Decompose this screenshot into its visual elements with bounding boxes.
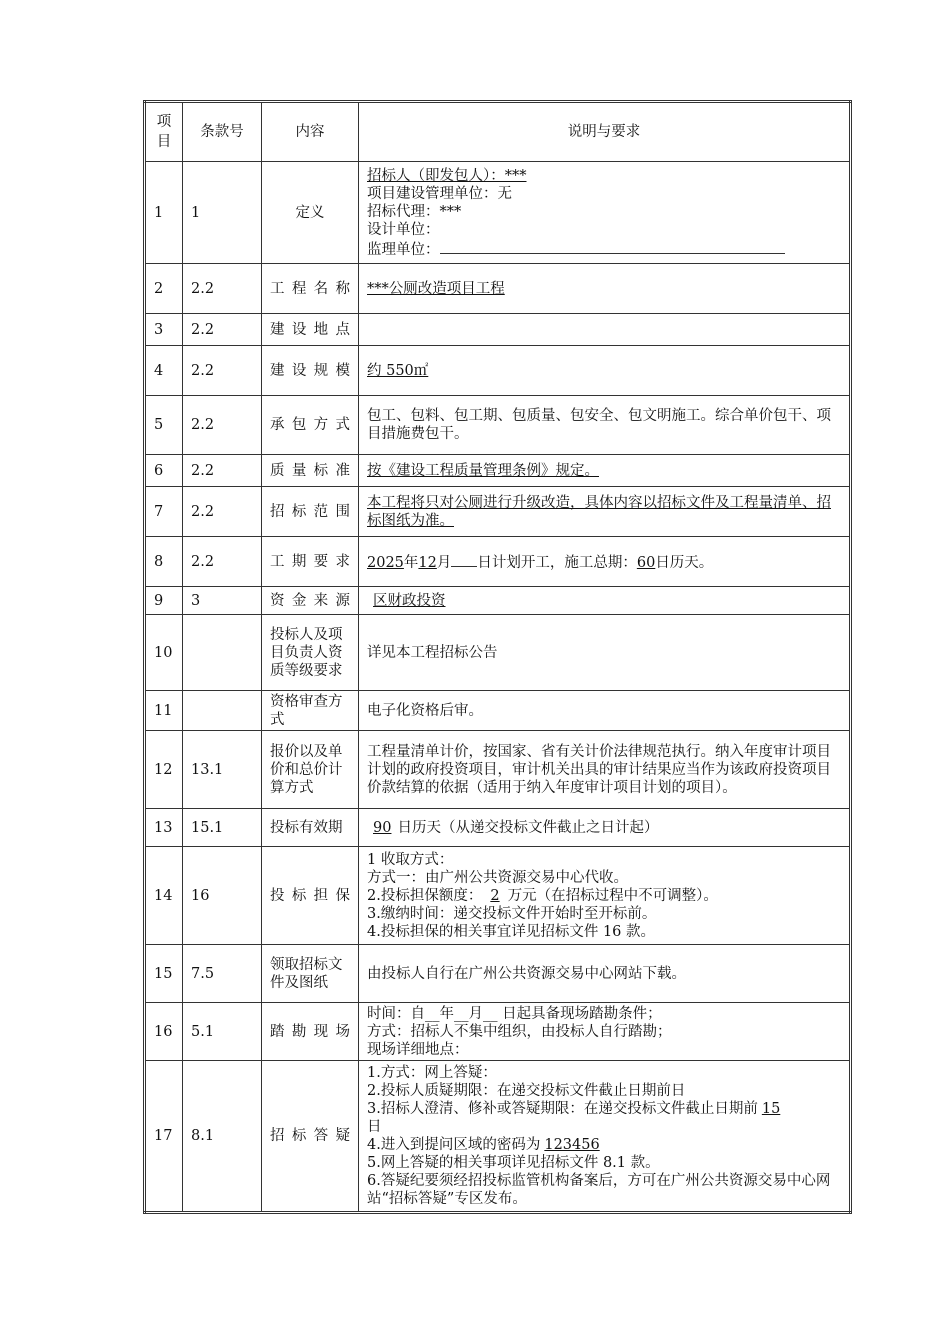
row-number: 5 [145,396,183,455]
construction-site [359,314,851,346]
row-number: 14 [145,847,183,945]
bond-amount: 2 [490,887,500,904]
content-cell: 资金来源 [262,587,359,615]
content-cell: 质量标准 [262,455,359,487]
row-number: 16 [145,1003,183,1061]
clause-number: 2.2 [183,264,262,314]
row-number: 10 [145,615,183,691]
quality-standard: 按《建设工程质量管理条例》规定。 [367,462,599,479]
row-number: 17 [145,1061,183,1213]
clause-number: 2.2 [183,537,262,587]
row-number: 3 [145,314,183,346]
header-clause: 条款号 [183,102,262,162]
schedule-requirement: 2025年12月 日计划开工，施工总期：60日历天。 [359,537,851,587]
content-cell: 投标人及项目负责人资质等级要求 [262,615,359,691]
supervision-unit-line: 监理单位： [367,241,440,258]
clause-number: 1 [183,162,262,264]
clause-number: 8.1 [183,1061,262,1213]
funding-source: 区财政投资 [373,592,446,609]
clause-number: 2.2 [183,314,262,346]
table-row [145,162,851,264]
table-row [145,847,851,945]
qualification-review: 电子化资格后审。 [359,691,851,731]
clause-number: 2.2 [183,346,262,396]
table-row [145,487,851,537]
clause-number: 13.1 [183,731,262,809]
content-cell: 报价以及单价和总价计算方式 [262,731,359,809]
clause-number: 7.5 [183,945,262,1003]
table-row [145,346,851,396]
table-row [145,615,851,691]
clause-number: 2.2 [183,487,262,537]
table-row [145,537,851,587]
qa-password: 123456 [544,1137,600,1153]
content-cell: 工期要求 [262,537,359,587]
content-cell: 招标范围 [262,487,359,537]
table-row [145,1003,851,1061]
row-number: 13 [145,809,183,847]
clause-number: 16 [183,847,262,945]
design-unit-line: 设计单位： [367,221,440,238]
content-cell: 建设地点 [262,314,359,346]
content-cell: 投标有效期 [262,809,359,847]
row-number: 4 [145,346,183,396]
bid-scope: 本工程将只对公厕进行升级改造，具体内容以招标文件及工程量清单、招标图纸为准。 [367,494,831,529]
row-number: 1 [145,162,183,264]
row-number: 11 [145,691,183,731]
agent-line: 招标代理：*** [367,203,462,220]
row-number: 12 [145,731,183,809]
row-number: 15 [145,945,183,1003]
header-description: 说明与要求 [359,102,851,162]
pricing-method: 工程量清单计价，按国家、省有关计价法律规范执行。纳入年度审计项目计划的政府投资项目，审计机关出具的审计结果应当作为该政府投资项目价款结算的依据（适用于纳入年度审计项目计划的项目）。 [359,731,851,809]
blank-line [440,239,785,254]
content-cell: 领取招标文件及图纸 [262,945,359,1003]
table-row [145,455,851,487]
management-unit-line: 项目建设管理单位：无 [367,185,512,202]
clause-number: 5.1 [183,1003,262,1061]
bid-info-table [143,100,852,1214]
clause-number: 2.2 [183,455,262,487]
tenderer-line: 招标人（即发包人）：*** [367,167,527,184]
table-row [145,809,851,847]
content-cell: 工程名称 [262,264,359,314]
table-row [145,314,851,346]
bid-qa: 1.方式：网上答疑： 2.投标人质疑期限：在递交投标文件截止日期前日 3.招标人澄清、修补或答疑期限：在递交投标文件截止日期前 15 日 4.进入到提问区域的密码为 123456 5.网上答疑的相关事项详见招标文件 8.1 款。 6.答疑纪要须经招投标监管机构备案后，方可在广州公共资源交易中心网站“招标答疑”专区发布。 [359,1061,851,1213]
row-number: 9 [145,587,183,615]
content-cell: 资格审查方式 [262,691,359,731]
construction-scale: 约 550㎡ [367,362,429,379]
site-visit: 时间：自__年__月__ 日起具备现场踏勘条件； 方式：招标人不集中组织，由投标人自行踏勘； 现场详细地点： [359,1003,851,1061]
header-item: 项目 [145,102,183,162]
bid-bond: 1 收取方式： 方式一：由广州公共资源交易中心代收。 2.投标担保额度： 2 万元（在招标过程中不可调整）。 3.缴纳时间：递交投标文件开始时至开标前。 4.投标担保的相关事宜详见招标文件 16 款。 [359,847,851,945]
clause-number: 2.2 [183,396,262,455]
table-row [145,691,851,731]
table-row [145,587,851,615]
content-cell: 投标担保 [262,847,359,945]
table-row [145,264,851,314]
row-number: 6 [145,455,183,487]
bid-validity: 90 日历天（从递交投标文件截止之日计起） [359,809,851,847]
clause-number [183,691,262,731]
document-collection: 由投标人自行在广州公共资源交易中心网站下载。 [359,945,851,1003]
content-cell: 定义 [262,162,359,264]
table-row [145,396,851,455]
description-cell [359,162,851,264]
clause-number: 15.1 [183,809,262,847]
content-cell: 承包方式 [262,396,359,455]
contract-method: 包工、包料、包工期、包质量、包安全、包文明施工。综合单价包干、项目措施费包干。 [359,396,851,455]
qualification-requirement: 详见本工程招标公告 [359,615,851,691]
content-cell: 建设规模 [262,346,359,396]
clause-number: 3 [183,587,262,615]
table-row [145,945,851,1003]
row-number: 8 [145,537,183,587]
content-cell: 踏勘现场 [262,1003,359,1061]
row-number: 2 [145,264,183,314]
header-content: 内容 [262,102,359,162]
table-row [145,1061,851,1213]
table-row [145,731,851,809]
content-cell: 招标答疑 [262,1061,359,1213]
project-name: ***公厕改造项目工程 [367,280,505,297]
table-header-row [145,102,851,162]
clause-number [183,615,262,691]
row-number: 7 [145,487,183,537]
